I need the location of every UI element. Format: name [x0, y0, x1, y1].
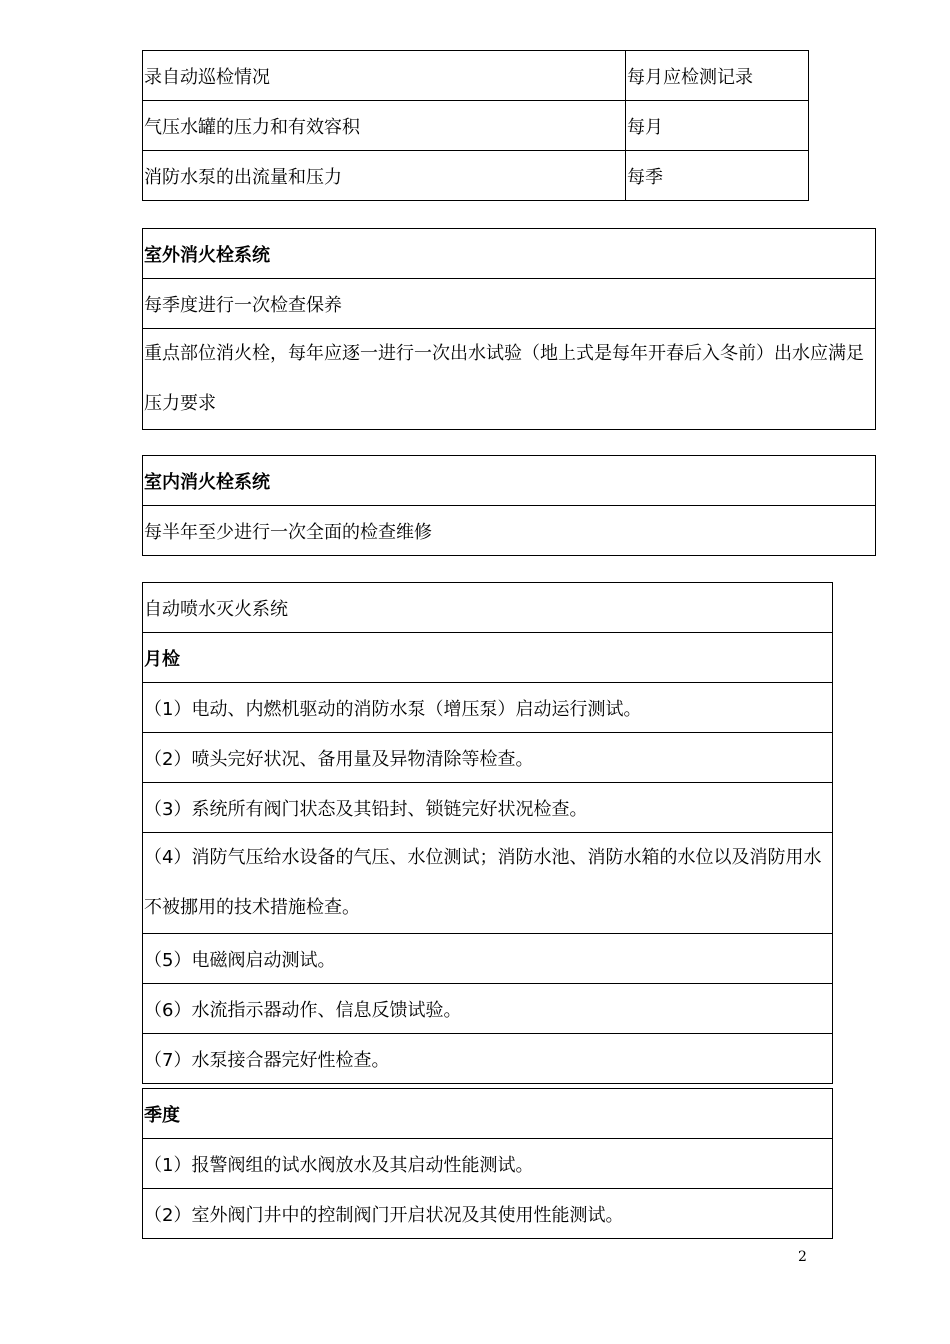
frequency-cell: 每月应检测记录: [626, 51, 809, 101]
table-row: [143, 51, 809, 101]
table-row: [143, 583, 833, 633]
table-cell: 每季度进行一次检查保养: [143, 279, 876, 329]
section-heading: 室外消火栓系统: [143, 229, 876, 279]
table-row: [143, 506, 876, 556]
table-row: [143, 1089, 833, 1139]
item-cell: 消防水泵的出流量和压力: [143, 151, 626, 201]
item-cell: 气压水罐的压力和有效容积: [143, 101, 626, 151]
table-row: [143, 151, 809, 201]
table-row: [143, 984, 833, 1034]
table-row: [143, 783, 833, 833]
table-row: [143, 1139, 833, 1189]
table-row: [143, 229, 876, 279]
table-row: [143, 633, 833, 683]
table-row: [143, 1189, 833, 1239]
frequency-cell: 每季: [626, 151, 809, 201]
quarterly-heading: 季度: [143, 1089, 833, 1139]
list-item: （3）系统所有阀门状态及其铅封、锁链完好状况检查。: [143, 783, 833, 833]
outdoor-hydrant-table: [142, 228, 876, 430]
table-row: [143, 101, 809, 151]
list-item: （1）电动、内燃机驱动的消防水泵（增压泵）启动运行测试。: [143, 683, 833, 733]
sprinkler-monthly-table: [142, 582, 833, 1084]
table-row: [143, 934, 833, 984]
list-item: （6）水流指示器动作、信息反馈试验。: [143, 984, 833, 1034]
list-item: （1）报警阀组的试水阀放水及其启动性能测试。: [143, 1139, 833, 1189]
table-row: [143, 683, 833, 733]
list-item: （7）水泵接合器完好性检查。: [143, 1034, 833, 1084]
table-row: [143, 456, 876, 506]
table-row: [143, 833, 833, 934]
table-row: [143, 279, 876, 329]
table-cell: 每半年至少进行一次全面的检查维修: [143, 506, 876, 556]
indoor-hydrant-table: [142, 455, 876, 556]
monthly-heading: 月检: [143, 633, 833, 683]
list-item: （5）电磁阀启动测试。: [143, 934, 833, 984]
list-item: （2）室外阀门井中的控制阀门开启状况及其使用性能测试。: [143, 1189, 833, 1239]
table-row: [143, 329, 876, 430]
item-cell: 录自动巡检情况: [143, 51, 626, 101]
table-cell: 重点部位消火栓，每年应逐一进行一次出水试验（地上式是每年开春后入冬前）出水应满足压力要求: [143, 329, 876, 430]
section-title: 自动喷水灭火系统: [143, 583, 833, 633]
table-row: [143, 733, 833, 783]
frequency-cell: 每月: [626, 101, 809, 151]
inspection-frequency-table: [142, 50, 809, 201]
section-heading: 室内消火栓系统: [143, 456, 876, 506]
list-item: （2）喷头完好状况、备用量及异物清除等检查。: [143, 733, 833, 783]
list-item: （4）消防气压给水设备的气压、水位测试；消防水池、消防水箱的水位以及消防用水不被挪用的技术措施检查。: [143, 833, 833, 934]
table-row: [143, 1034, 833, 1084]
sprinkler-quarterly-table: [142, 1088, 833, 1239]
page-number: 2: [798, 1249, 807, 1265]
